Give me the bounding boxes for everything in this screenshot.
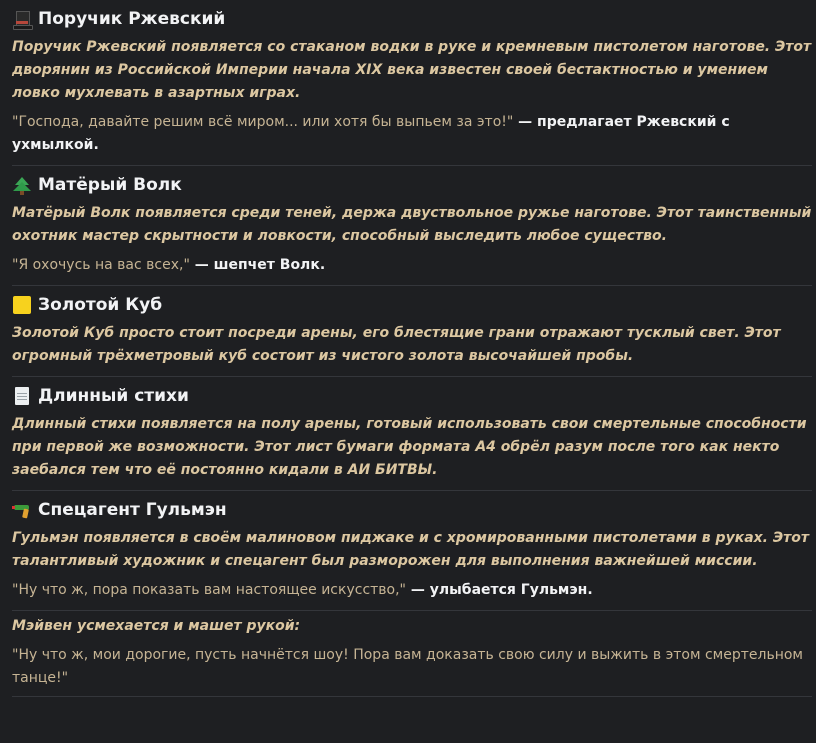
closing-quote: "Ну что ж, мои дорогие, пусть начнётся шоу! Пора вам доказать свою силу и выжить в этом смертельном танце!" (12, 647, 803, 686)
character-description: Золотой Куб просто стоит посреди арены, его блестящие грани отражают тусклый свет. Этот огромный трёхметровый куб состоит из чистого золота высочайшей пробы. (12, 325, 781, 364)
closing-action: Мэйвен усмехается и машет рукой: (12, 618, 301, 634)
character-description: Матёрый Волк появляется среди теней, держа двуствольное ружье наготове. Этот таинственный охотник мастер скрытности и ловкости, способный выследить любое существо. (12, 205, 812, 244)
closing-block (12, 615, 812, 697)
character-quote-line (12, 254, 812, 277)
character-name: Матёрый Волк (38, 175, 182, 195)
divider (12, 696, 812, 697)
character-title (12, 495, 812, 525)
character-name: Длинный стихи (38, 386, 189, 406)
character-quote-tag: — улыбается Гульмэн. (406, 582, 593, 598)
yellow-square-icon (12, 295, 32, 315)
top-hat-icon (12, 9, 32, 29)
character-description: Поручик Ржевский появляется со стаканом водки в руке и кремневым пистолетом наготове. Этот дворянин из Российской Империи начала XIX века известен своей бестактностью и умением ловко мухлевать в азартных играх. (12, 39, 812, 101)
page-icon (12, 386, 32, 406)
character-quote: "Господа, давайте решим всё миром... или хотя бы выпьем за это!" (12, 114, 514, 130)
character-name: Спецагент Гульмэн (38, 500, 227, 520)
character-block-golden-cube (12, 290, 812, 377)
character-title (12, 170, 812, 200)
character-quote: "Я охочусь на вас всех," (12, 257, 190, 273)
character-quote-line (12, 111, 812, 157)
character-block-wolf (12, 170, 812, 286)
water-pistol-icon (12, 500, 32, 520)
character-name: Поручик Ржевский (38, 9, 226, 29)
character-title (12, 290, 812, 320)
character-block-gulman (12, 495, 812, 611)
evergreen-tree-icon (12, 175, 32, 195)
character-description: Длинный стихи появляется на полу арены, готовый использовать свои смертельные способности при первой же возможности. Этот лист бумаги формата А4 обрёл разум после того как некто заебался тем что её постоянно кидали в АИ БИТВЫ. (12, 416, 807, 478)
character-title (12, 381, 812, 411)
character-title (12, 4, 812, 34)
character-name: Золотой Куб (38, 295, 163, 315)
closing-quote-line (12, 644, 812, 690)
character-quote-tag: — шепчет Волк. (189, 257, 326, 273)
character-quote-line (12, 579, 812, 602)
character-block-long-poems (12, 381, 812, 491)
character-description: Гульмэн появляется в своём малиновом пиджаке и с хромированными пистолетами в руках. Этот талантливый художник и спецагент был разморожен для выполнения важнейшей миссии. (12, 530, 809, 569)
character-quote-tag: — предлагает Ржевский с ухмылкой. (12, 114, 730, 153)
character-quote: "Ну что ж, пора показать вам настоящее искусство," (12, 582, 406, 598)
character-block-rzhevsky (12, 4, 812, 166)
